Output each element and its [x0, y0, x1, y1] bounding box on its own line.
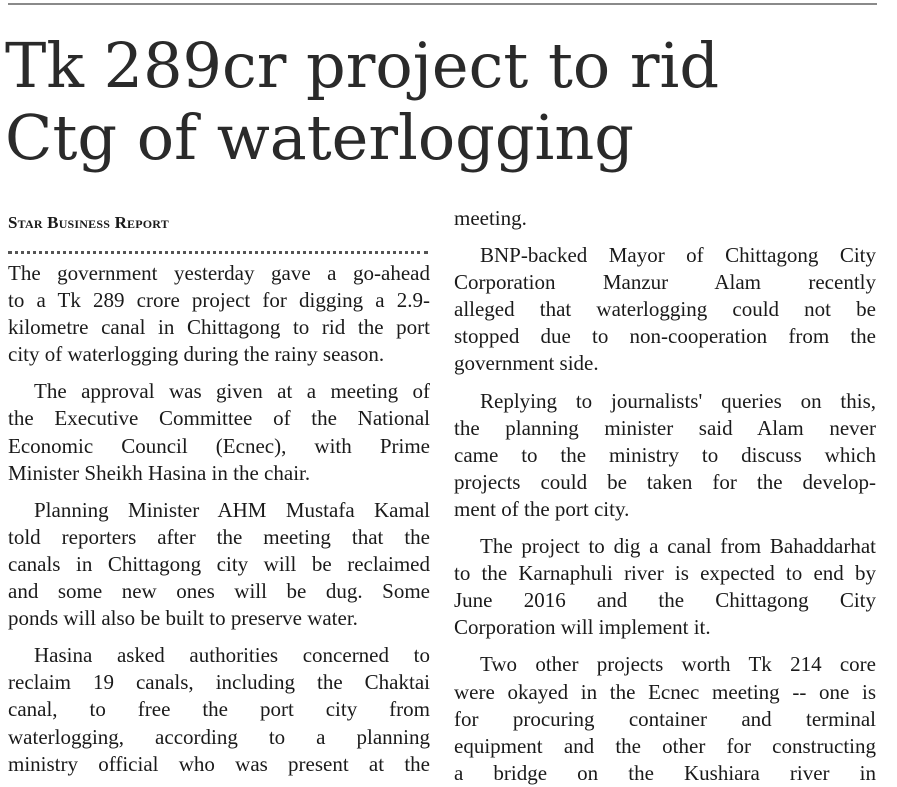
article-line: alleged that waterlogging could not be	[454, 297, 876, 322]
article-line: canals in Chittagong city will be reclaimed	[8, 551, 430, 576]
article-line: Corporation will implement it.	[454, 615, 711, 640]
byline: Star Business Report	[8, 213, 169, 232]
byline-divider	[8, 251, 428, 254]
article-line: meeting.	[454, 206, 527, 230]
article-line: equipment and the other for constructing	[454, 733, 876, 758]
article-line: Replying to journalists' queries on this,	[480, 388, 876, 413]
article-line: reclaim 19 canals, including the Chaktai	[8, 670, 430, 695]
article-line: kilometre canal in Chittagong to rid the port	[8, 315, 430, 340]
headline-line-1: Tk 289cr project to rid	[5, 29, 720, 102]
article-line: were okayed in the Ecnec meeting -- one is	[454, 679, 876, 704]
article-line: projects could be taken for the develop-	[454, 469, 876, 494]
article-line: the Executive Committee of the National	[8, 406, 430, 431]
article-line: ment of the port city.	[454, 496, 630, 521]
article-line: a bridge on the Kushiara river in	[454, 760, 876, 785]
article-line: for procuring container and terminal	[454, 706, 876, 731]
article-paragraph	[8, 260, 430, 368]
article-line: Minister Sheikh Hasina in the chair.	[8, 460, 311, 485]
article-paragraph	[454, 651, 876, 786]
headline-line-2: Ctg of waterlogging	[5, 101, 634, 174]
article-line: The government yesterday gave a go-ahead	[8, 261, 430, 285]
article-line: Economic Council (Ecnec), with Prime	[8, 433, 430, 458]
article-column-2	[454, 205, 876, 787]
headline	[5, 30, 885, 174]
article-line: The approval was given at a meeting of	[34, 379, 430, 404]
article-line: to the Karnaphuli river is expected to end by	[454, 561, 876, 586]
article-line: canal, to free the port city from	[8, 697, 430, 722]
article-line: and some new ones will be dug. Some	[8, 579, 430, 604]
article-paragraph	[454, 242, 876, 377]
article-line: The project to dig a canal from Bahaddarhat	[480, 534, 876, 559]
article-line: BNP-backed Mayor of Chittagong City	[480, 243, 876, 268]
top-rule	[8, 3, 877, 5]
article-line: June 2016 and the Chittagong City	[454, 588, 876, 613]
article-paragraph	[8, 378, 430, 486]
article-paragraph	[454, 205, 876, 232]
article-paragraph	[8, 642, 430, 777]
article-paragraph	[454, 388, 876, 523]
article-line: the planning minister said Alam never	[454, 415, 876, 440]
article-line: told reporters after the meeting that the	[8, 524, 430, 549]
article-line: waterlogging, according to a planning	[8, 724, 430, 749]
article-line: stopped due to non-cooperation from the	[454, 324, 876, 349]
article-line: Two other projects worth Tk 214 core	[480, 652, 876, 677]
article-paragraph	[454, 533, 876, 641]
article-line: Corporation Manzur Alam recently	[454, 270, 876, 295]
article-line: came to the ministry to discuss which	[454, 442, 876, 467]
article-line: government side.	[454, 351, 599, 376]
article-line: Planning Minister AHM Mustafa Kamal	[34, 497, 430, 522]
article-line: city of waterlogging during the rainy season.	[8, 342, 385, 367]
article-line: Hasina asked authorities concerned to	[34, 643, 430, 668]
article-line: ministry official who was present at the	[8, 751, 430, 776]
article-paragraph	[8, 497, 430, 632]
article-line: ponds will also be built to preserve water.	[8, 606, 358, 631]
article-line: to a Tk 289 crore project for digging a 2.9-	[8, 288, 430, 313]
article-column-1	[8, 260, 430, 778]
